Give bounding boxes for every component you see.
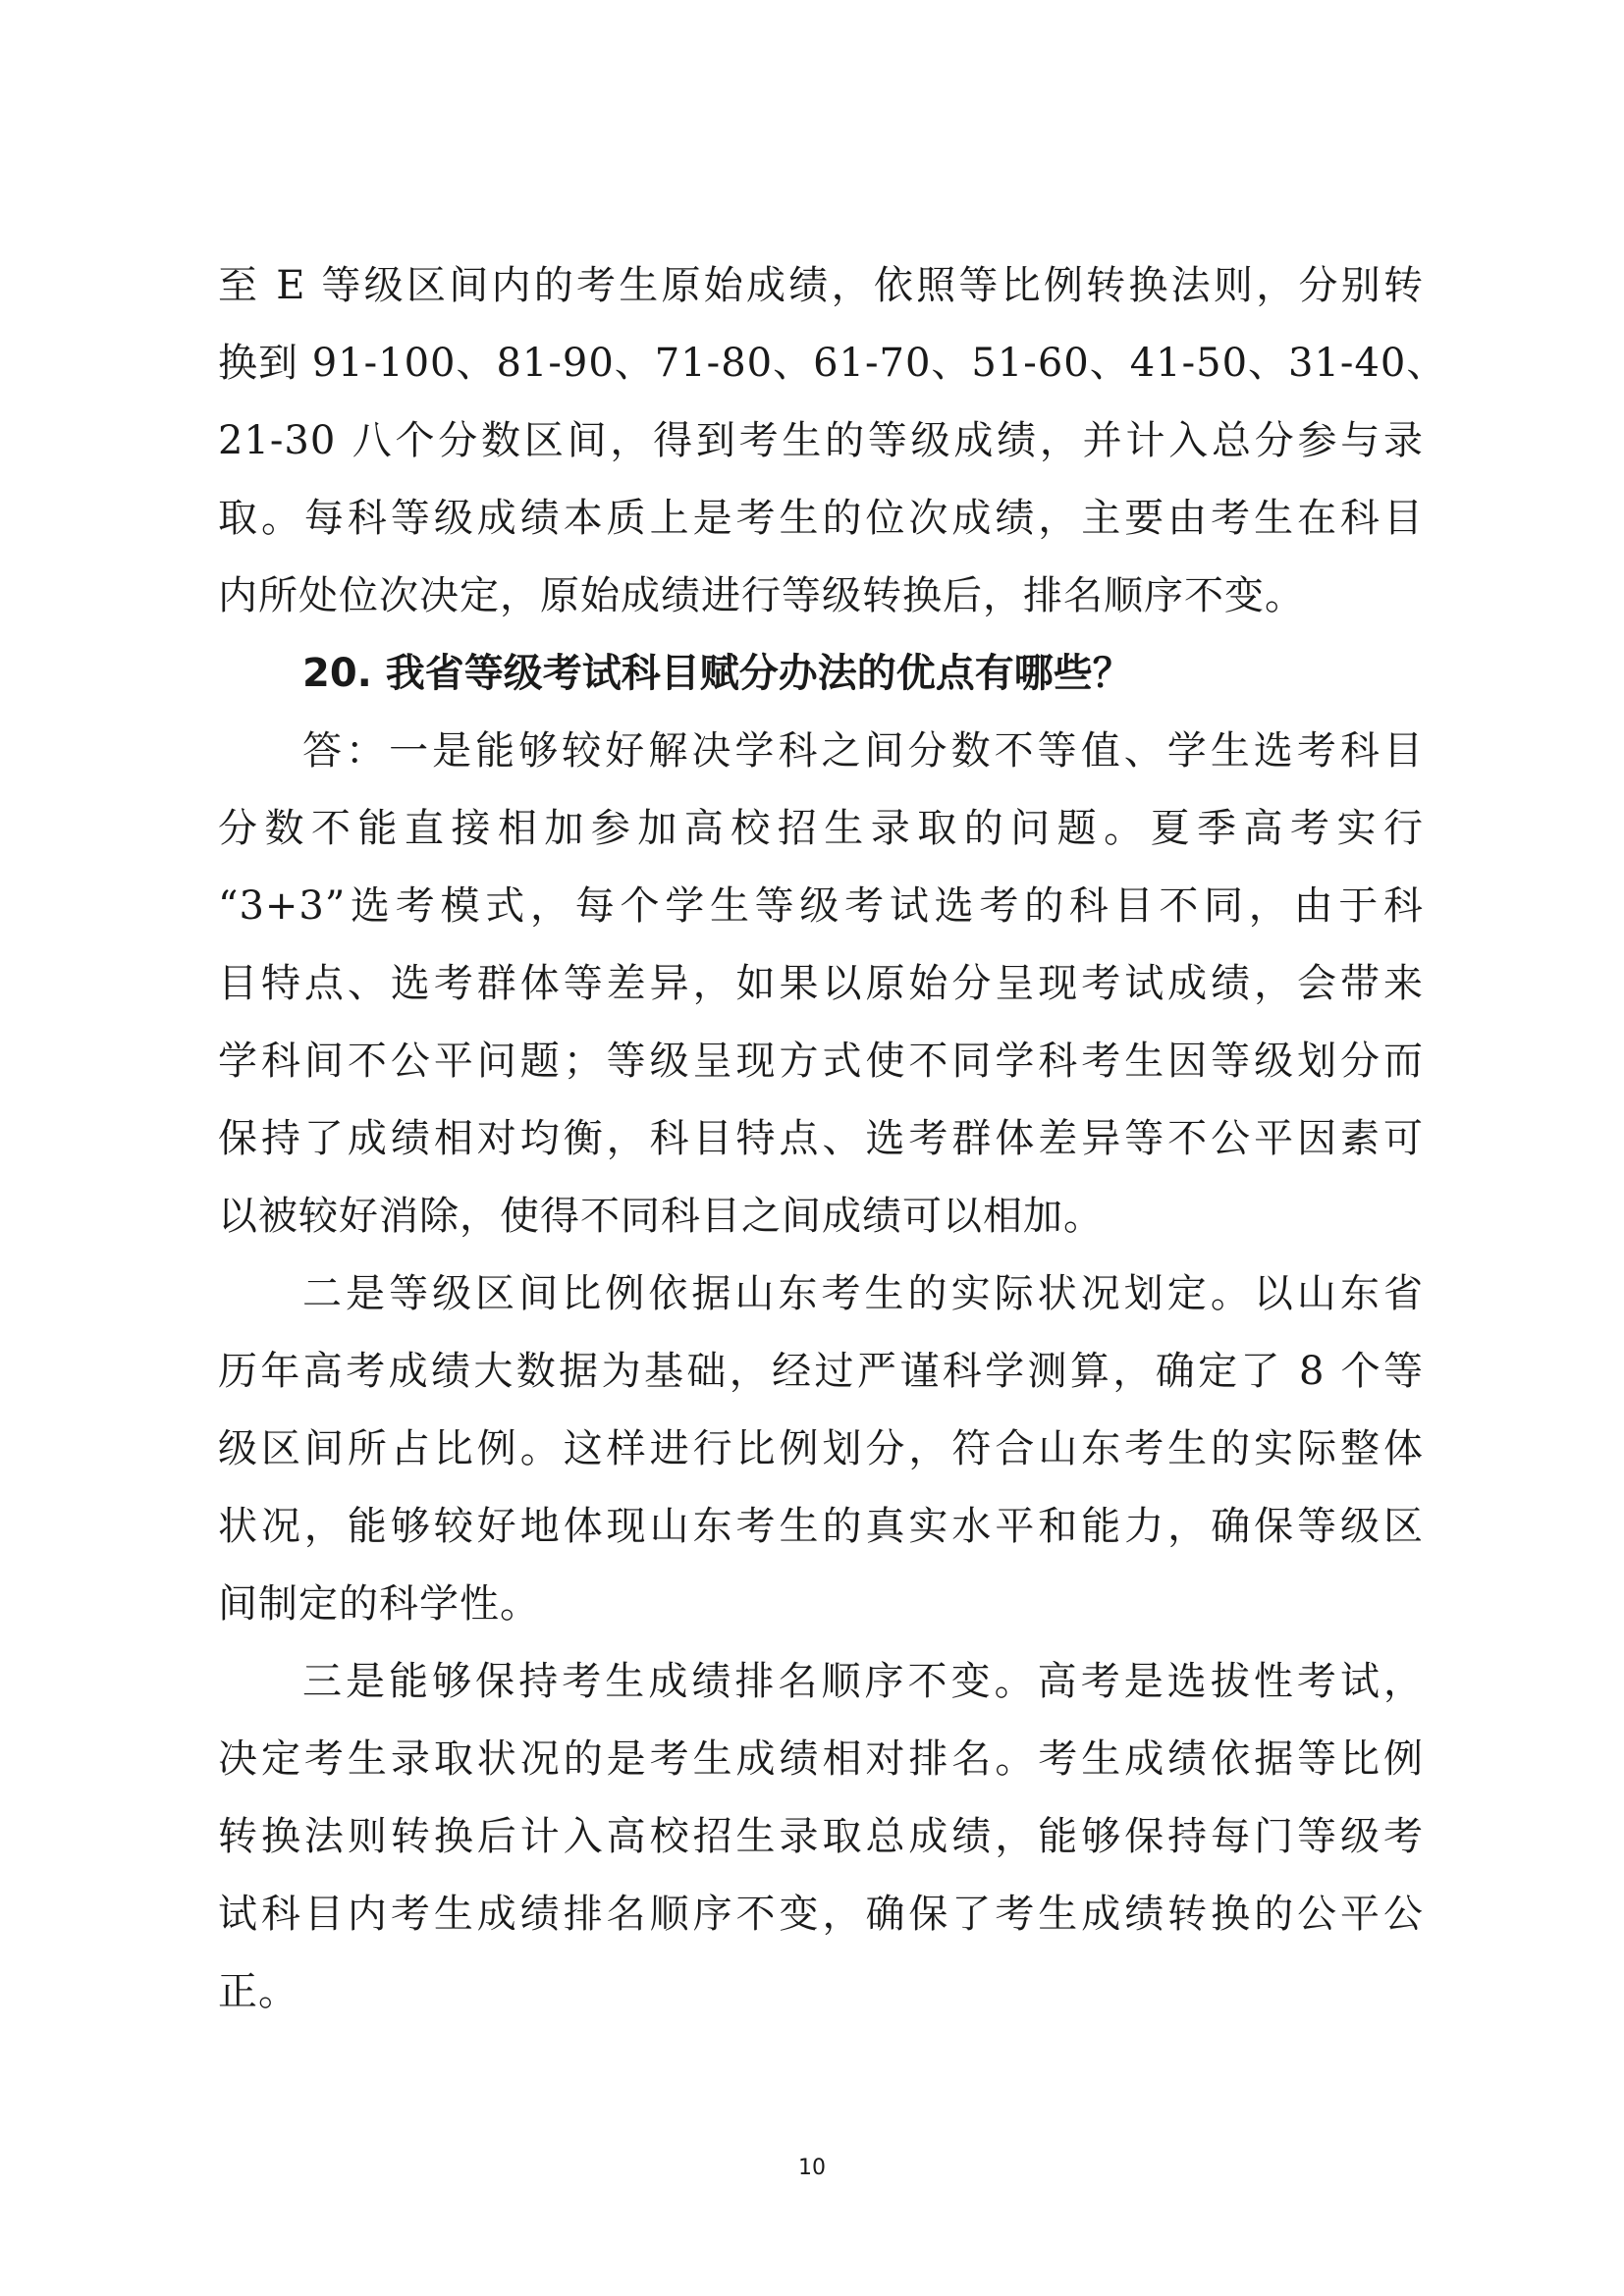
paragraph-line: 转换法则转换后计入高校招生录取总成绩，能够保持每门等级考 xyxy=(218,1814,1424,1859)
document-body xyxy=(218,247,1447,2031)
paragraph-line: 试科目内考生成绩排名顺序不变，确保了考生成绩转换的公平公 xyxy=(218,1892,1424,1937)
paragraph-first-line: 二是等级区间比例依据山东考生的实际状况划定。以山东省 xyxy=(302,1271,1424,1316)
paragraph-line: 21-30 八个分数区间，得到考生的等级成绩，并计入总分参与录 xyxy=(218,418,1424,463)
paragraph-last-line: 正。 xyxy=(218,1969,298,2014)
paragraph-line: 分数不能直接相加参加高校招生录取的问题。夏季高考实行 xyxy=(218,806,1424,851)
paragraph-line: 学科间不公平问题；等级呈现方式使不同学科考生因等级划分而 xyxy=(218,1039,1424,1084)
paragraph-line: 状况，能够较好地体现山东考生的真实水平和能力，确保等级区 xyxy=(218,1504,1424,1549)
paragraph-line: 级区间所占比例。这样进行比例划分，符合山东考生的实际整体 xyxy=(218,1426,1424,1471)
section-heading: 20. 我省等级考试科目赋分办法的优点有哪些？ xyxy=(302,651,1132,696)
paragraph-line: 换到 91-100、81-90、71-80、61-70、51-60、41-50、31-40、 xyxy=(218,341,1447,386)
page-number: 10 xyxy=(798,2156,826,2180)
paragraph-last-line: 间制定的科学性。 xyxy=(218,1581,540,1627)
paragraph-line: 目特点、选考群体等差异，如果以原始分呈现考试成绩，会带来 xyxy=(218,961,1424,1006)
paragraph-line: 至 E 等级区间内的考生原始成绩，依照等比例转换法则，分别转 xyxy=(218,263,1424,308)
paragraph-first-line: 答：一是能够较好解决学科之间分数不等值、学生选考科目 xyxy=(302,728,1424,774)
paragraph-first-line: 三是能够保持考生成绩排名顺序不变。高考是选拔性考试， xyxy=(302,1659,1424,1704)
paragraph-line: 保持了成绩相对均衡，科目特点、选考群体差异等不公平因素可 xyxy=(218,1116,1424,1161)
paragraph-last-line: 内所处位次决定，原始成绩进行等级转换后，排名顺序不变。 xyxy=(218,573,1305,618)
paragraph-line: 历年高考成绩大数据为基础，经过严谨科学测算，确定了 8 个等 xyxy=(218,1349,1424,1394)
paragraph-last-line: 以被较好消除，使得不同科目之间成绩可以相加。 xyxy=(218,1194,1104,1239)
paragraph-line: 取。每科等级成绩本质上是考生的位次成绩，主要由考生在科目 xyxy=(218,496,1424,541)
paragraph-line: “3+3”选考模式，每个学生等级考试选考的科目不同，由于科 xyxy=(218,883,1424,929)
paragraph-line: 决定考生录取状况的是考生成绩相对排名。考生成绩依据等比例 xyxy=(218,1736,1424,1782)
